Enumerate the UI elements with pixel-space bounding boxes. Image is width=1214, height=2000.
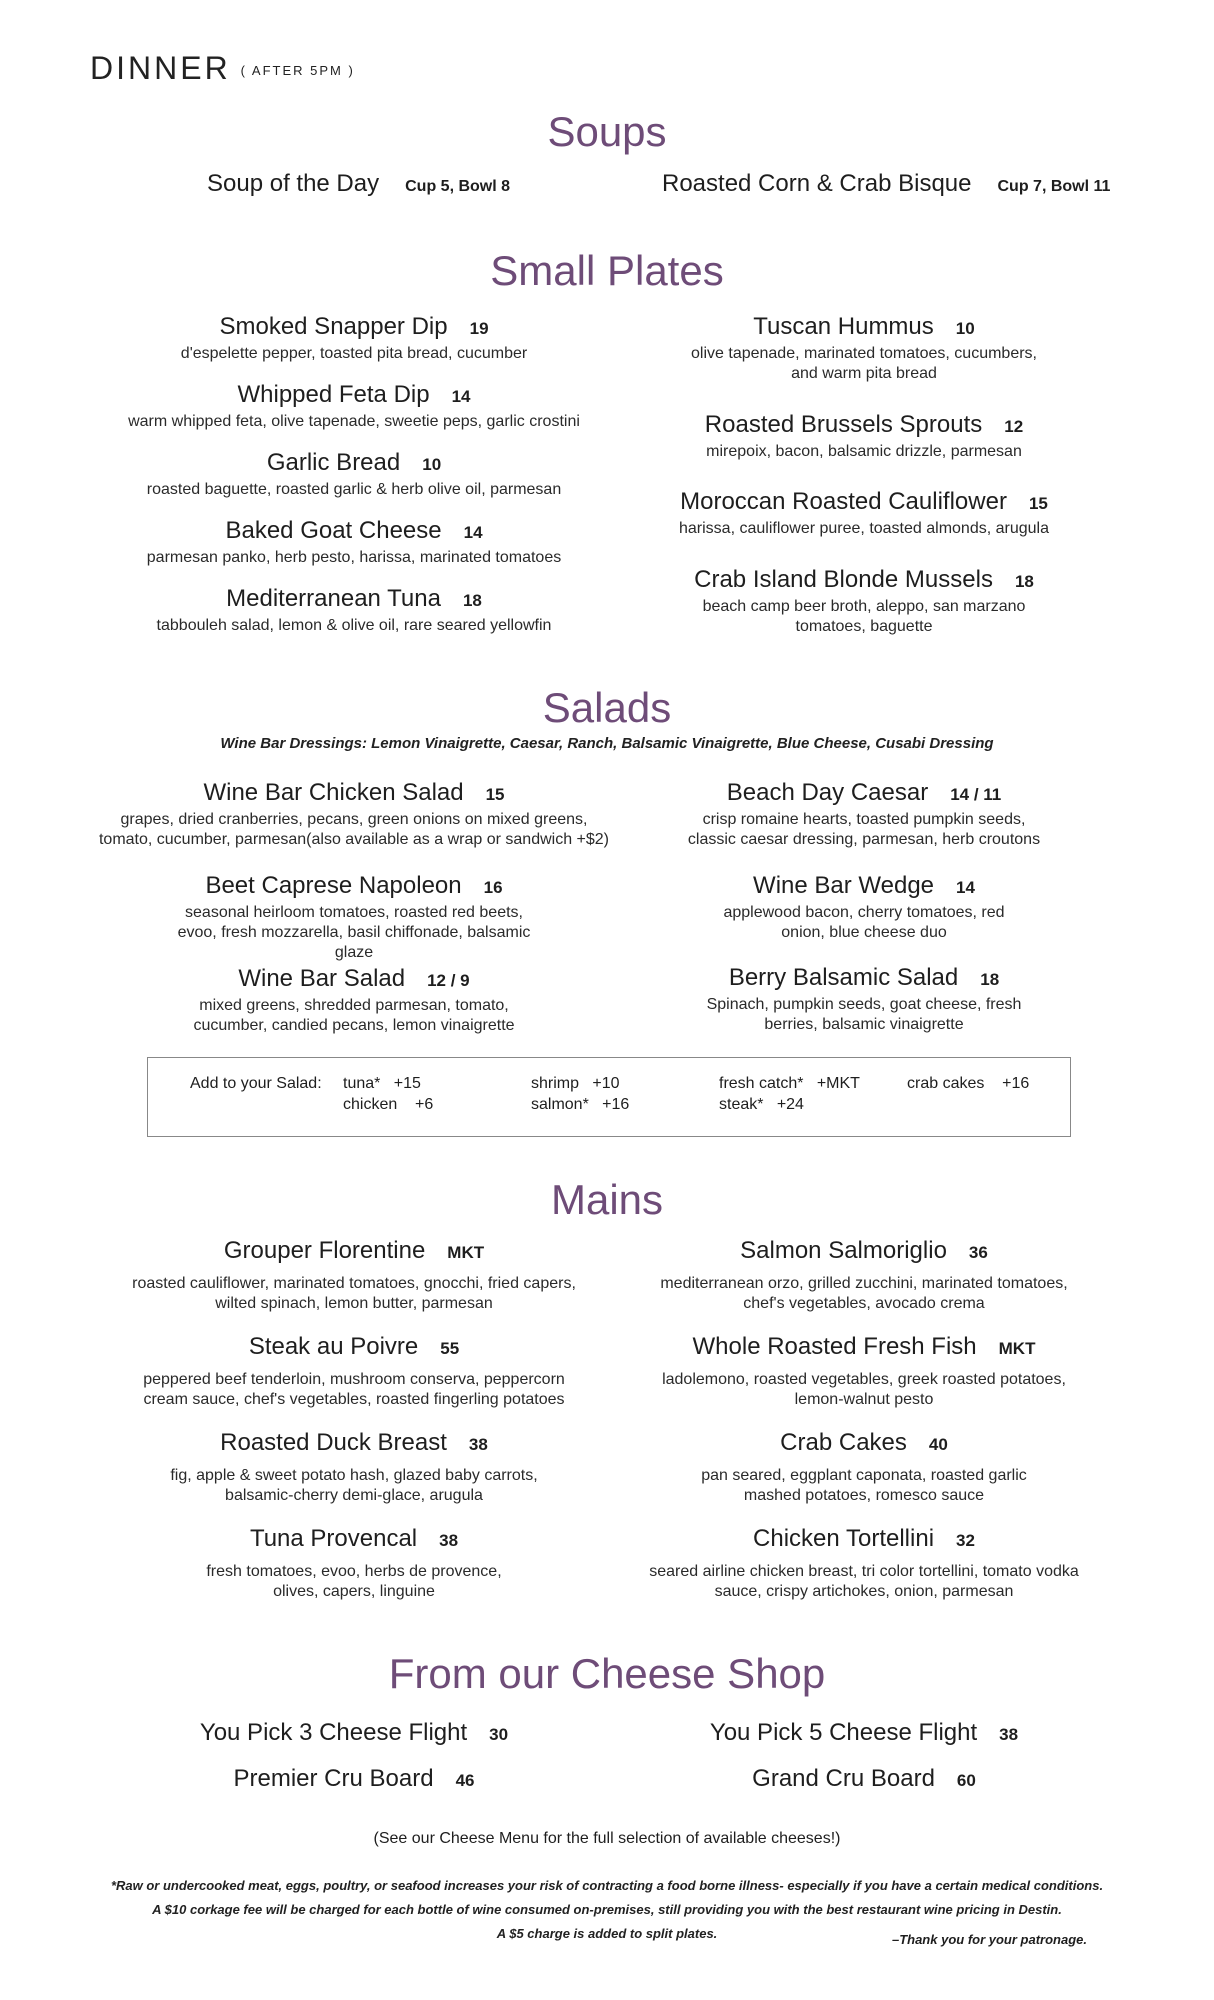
item-name: Garlic Bread — [266, 449, 401, 476]
item-price: 38 — [439, 1531, 459, 1550]
item-name: Beet Caprese Napoleon — [205, 872, 462, 899]
addon-name: shrimp — [531, 1075, 580, 1092]
item-name: Wine Bar Salad — [238, 965, 406, 992]
item-name: Whole Roasted Fresh Fish — [692, 1333, 977, 1360]
item-name: Salmon Salmoriglio — [740, 1237, 947, 1264]
menu-item — [74, 1524, 634, 1602]
menu-item — [74, 1428, 634, 1506]
item-price: MKT — [998, 1339, 1036, 1358]
menu-item — [74, 584, 634, 636]
item-description: crisp romaine hearts, toasted pumpkin seeds, classic caesar dressing, parmesan, herb croutons — [687, 811, 1041, 848]
item-price: 14 — [956, 878, 975, 897]
item-description: grapes, dried cranberries, pecans, green onions on mixed greens, tomato, cucumber, parmesan(also available as a wrap or sandwich +$2) — [98, 811, 610, 848]
menu-item — [584, 778, 1144, 850]
menu-title: DINNER — [90, 50, 231, 86]
menu-item — [584, 410, 1144, 462]
addon-option — [719, 1075, 860, 1093]
item-price: 10 — [422, 455, 442, 474]
soup-item — [207, 170, 510, 198]
item-price: 15 — [1028, 494, 1048, 513]
addon-name: crab cakes — [907, 1075, 985, 1092]
section-heading-mains: Mains — [550, 1176, 664, 1223]
addon-name: steak* — [719, 1096, 764, 1113]
item-price: 18 — [1014, 572, 1034, 591]
item-price: 12 — [1004, 417, 1024, 436]
item-name: Smoked Snapper Dip — [219, 313, 448, 340]
addon-name: fresh catch* — [719, 1075, 804, 1092]
item-name: Premier Cru Board — [233, 1765, 434, 1792]
addon-option — [531, 1096, 629, 1114]
menu-item — [74, 1718, 634, 1750]
item-name: Berry Balsamic Salad — [728, 964, 959, 991]
item-price: 14 — [451, 387, 471, 406]
item-name: Soup of the Day — [207, 170, 380, 197]
addon-option — [719, 1096, 804, 1114]
item-price: 32 — [956, 1531, 975, 1550]
item-description: beach camp beer broth, aleppo, san marzano tomatoes, baguette — [702, 598, 1026, 635]
item-price: 12 / 9 — [427, 971, 470, 990]
item-name: Mediterranean Tuna — [226, 585, 441, 612]
footer-split-plates: A $5 charge is added to split plates. — [496, 1926, 718, 1941]
item-price: 18 — [462, 591, 482, 610]
menu-item — [74, 380, 634, 432]
addon-price: +10 — [592, 1075, 620, 1092]
item-name: Wine Bar Wedge — [753, 872, 935, 899]
item-description: fig, apple & sweet potato hash, glazed baby carrots, balsamic-cherry demi-glace, arugula — [170, 1467, 538, 1504]
item-description: roasted baguette, roasted garlic & herb olive oil, parmesan — [146, 481, 562, 498]
item-description: seasonal heirloom tomatoes, roasted red beets, evoo, fresh mozzarella, basil chiffonade, balsamic glaze — [177, 904, 531, 961]
item-price: 18 — [980, 970, 1000, 989]
menu-item — [584, 963, 1144, 1035]
item-price: 15 — [485, 785, 505, 804]
item-price: MKT — [447, 1243, 485, 1262]
section-heading-cheese-shop: From our Cheese Shop — [388, 1650, 826, 1697]
item-price: 14 / 11 — [950, 785, 1002, 804]
item-description: peppered beef tenderloin, mushroom conserva, peppercorn cream sauce, chef's vegetables, roasted fingerling potatoes — [143, 1371, 565, 1408]
item-name: Roasted Duck Breast — [220, 1429, 447, 1456]
item-price: 55 — [440, 1339, 460, 1358]
item-description: fresh tomatoes, evoo, herbs de provence, olives, capers, linguine — [206, 1563, 502, 1600]
item-description: parmesan panko, herb pesto, harissa, marinated tomatoes — [146, 549, 562, 566]
item-description: applewood bacon, cherry tomatoes, red onion, blue cheese duo — [723, 904, 1005, 941]
item-price: 38 — [999, 1725, 1019, 1744]
addon-option — [531, 1075, 620, 1093]
addon-price: +6 — [415, 1096, 434, 1113]
cheese-menu-note: (See our Cheese Menu for the full selection of available cheeses!) — [373, 1830, 841, 1847]
menu-item — [74, 1332, 634, 1410]
addon-price: +15 — [393, 1075, 421, 1092]
item-price: 14 — [463, 523, 483, 542]
addon-price: +16 — [602, 1096, 630, 1113]
item-name: You Pick 5 Cheese Flight — [709, 1719, 978, 1746]
menu-item — [74, 871, 634, 963]
addon-price: +24 — [776, 1096, 804, 1113]
item-name: Roasted Brussels Sprouts — [704, 411, 983, 438]
item-price: Cup 7, Bowl 11 — [997, 178, 1111, 195]
item-price: 16 — [483, 878, 503, 897]
item-description: d'espelette pepper, toasted pita bread, cucumber — [180, 345, 528, 362]
item-price: 38 — [468, 1435, 488, 1454]
item-name: Roasted Corn & Crab Bisque — [662, 170, 972, 197]
footer-corkage: A $10 corkage fee will be charged for each bottle of wine consumed on-premises, still providing you with the best restaurant wine pricing in Destin. — [152, 1902, 1062, 1917]
item-description: ladolemono, roasted vegetables, greek roasted potatoes, lemon-walnut pesto — [662, 1371, 1066, 1408]
item-description: tabbouleh salad, lemon & olive oil, rare seared yellowfin — [156, 617, 552, 634]
item-description: mixed greens, shredded parmesan, tomato, cucumber, candied pecans, lemon vinaigrette — [193, 997, 515, 1034]
menu-header — [90, 50, 355, 87]
menu-item — [584, 1764, 1144, 1796]
item-price: 40 — [928, 1435, 948, 1454]
menu-item — [584, 1332, 1144, 1410]
item-name: Tuna Provencal — [249, 1525, 418, 1552]
item-description: Spinach, pumpkin seeds, goat cheese, fresh berries, balsamic vinaigrette — [706, 996, 1022, 1033]
menu-subtitle: ( AFTER 5PM ) — [240, 63, 355, 79]
footer-disclaimer: *Raw or undercooked meat, eggs, poultry, or seafood increases your risk of contracting a food borne illness- especially if you have a certain medical conditions. — [110, 1878, 1104, 1893]
addon-name: tuna* — [343, 1075, 381, 1092]
item-name: Grand Cru Board — [752, 1765, 935, 1792]
addon-price: +MKT — [816, 1075, 860, 1092]
menu-item — [584, 1524, 1144, 1602]
soup-item — [662, 170, 1110, 198]
footer-thanks: –Thank you for your patronage. — [891, 1932, 1087, 1947]
menu-item — [74, 1764, 634, 1796]
item-name: Crab Island Blonde Mussels — [694, 566, 993, 593]
menu-item — [584, 312, 1144, 384]
salad-addons-label: Add to your Salad: — [190, 1075, 322, 1092]
addon-name: chicken — [343, 1096, 398, 1113]
menu-item — [74, 448, 634, 500]
item-name: Beach Day Caesar — [726, 779, 929, 806]
addon-option — [343, 1096, 433, 1114]
item-price: 60 — [956, 1771, 976, 1790]
addon-name: salmon* — [531, 1096, 589, 1113]
section-heading-small-plates: Small Plates — [490, 247, 724, 294]
item-description: pan seared, eggplant caponata, roasted garlic mashed potatoes, romesco sauce — [701, 1467, 1027, 1504]
item-description: harissa, cauliflower puree, toasted almonds, arugula — [679, 520, 1049, 537]
item-price: 30 — [489, 1725, 509, 1744]
item-name: Baked Goat Cheese — [225, 517, 442, 544]
item-description: warm whipped feta, olive tapenade, sweetie peps, garlic crostini — [128, 413, 580, 430]
item-description: seared airline chicken breast, tri color tortellini, tomato vodka sauce, crispy artichokes, onion, parmesan — [649, 1563, 1079, 1600]
item-price: 10 — [955, 319, 975, 338]
menu-item — [584, 1718, 1144, 1750]
menu-item — [584, 1428, 1144, 1506]
item-name: Moroccan Roasted Cauliflower — [680, 488, 1007, 515]
item-price: 46 — [455, 1771, 475, 1790]
item-description: roasted cauliflower, marinated tomatoes, gnocchi, fried capers, wilted spinach, lemon butter, parmesan — [132, 1275, 576, 1312]
item-name: Grouper Florentine — [223, 1237, 426, 1264]
menu-item — [584, 871, 1144, 943]
menu-item — [74, 516, 634, 568]
menu-item — [74, 1236, 634, 1314]
item-name: Wine Bar Chicken Salad — [203, 779, 464, 806]
item-name: Tuscan Hummus — [753, 313, 934, 340]
item-price: Cup 5, Bowl 8 — [405, 178, 511, 195]
menu-item — [74, 312, 634, 364]
item-name: Crab Cakes — [780, 1429, 907, 1456]
item-price: 19 — [469, 319, 489, 338]
item-description: mediterranean orzo, grilled zucchini, marinated tomatoes, chef's vegetables, avocado crema — [660, 1275, 1068, 1312]
item-name: You Pick 3 Cheese Flight — [199, 1719, 468, 1746]
menu-item — [584, 565, 1144, 637]
addon-option — [343, 1075, 421, 1093]
item-name: Chicken Tortellini — [753, 1525, 935, 1552]
section-heading-salads: Salads — [542, 684, 672, 731]
addon-option — [907, 1075, 1029, 1093]
addon-price: +16 — [1002, 1075, 1030, 1092]
menu-item — [584, 487, 1144, 539]
item-description: mirepoix, bacon, balsamic drizzle, parmesan — [706, 443, 1022, 460]
item-description: olive tapenade, marinated tomatoes, cucumbers, and warm pita bread — [691, 345, 1037, 382]
item-name: Whipped Feta Dip — [237, 381, 430, 408]
menu-item — [74, 964, 634, 1036]
salad-dressings: Wine Bar Dressings: Lemon Vinaigrette, Caesar, Ranch, Balsamic Vinaigrette, Blue Cheese, Cusabi Dressing — [220, 735, 994, 752]
menu-item — [584, 1236, 1144, 1314]
item-name: Steak au Poivre — [248, 1333, 419, 1360]
item-price: 36 — [968, 1243, 988, 1262]
menu-item — [74, 778, 634, 850]
section-heading-soups: Soups — [547, 108, 667, 155]
